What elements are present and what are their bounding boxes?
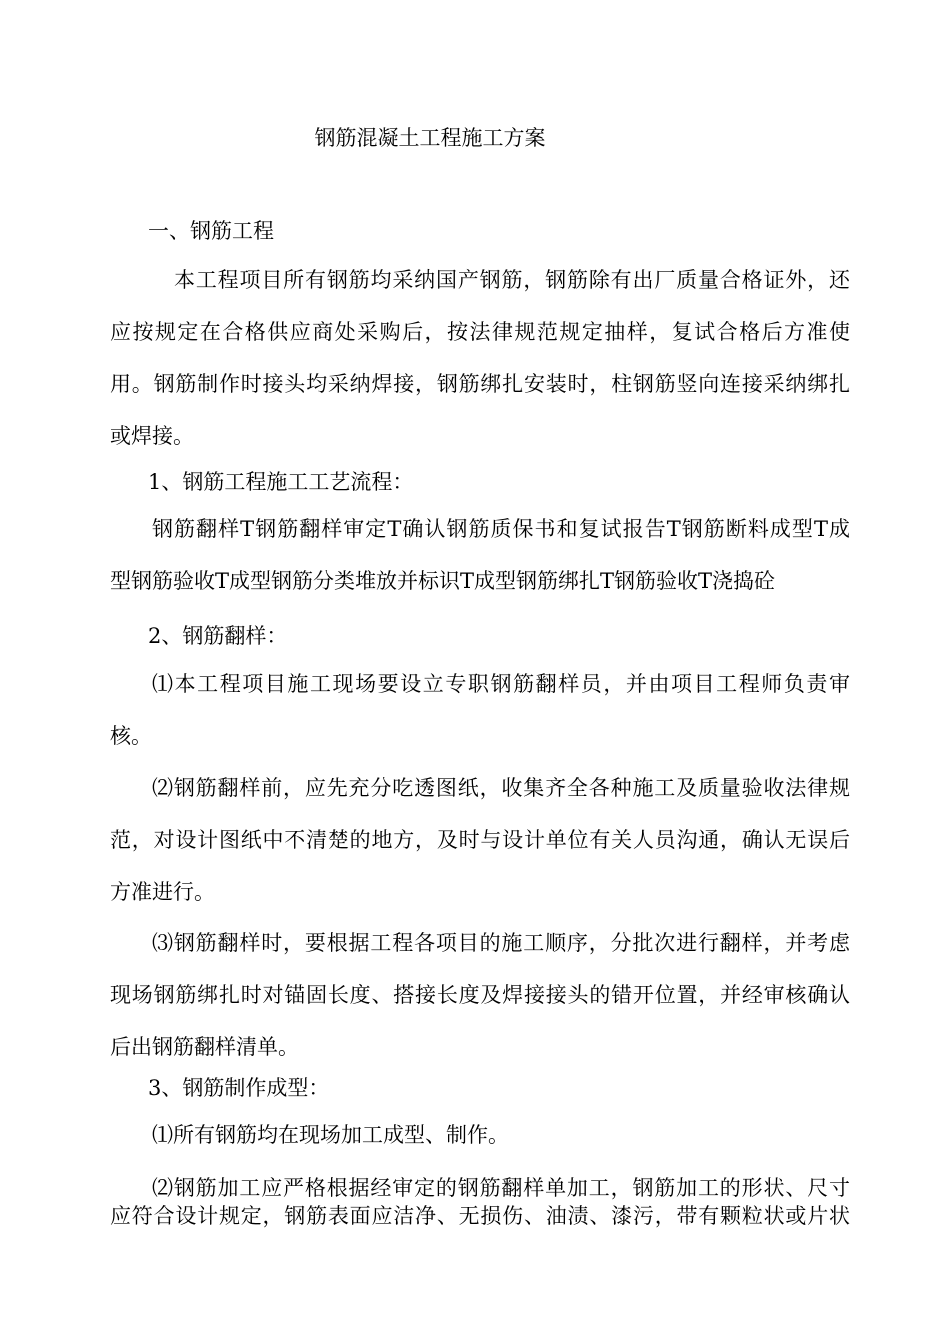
detailing-p1-line-1: ⑴本工程项目施工现场要设立专职钢筋翻样员，并由项目工程师负责审 bbox=[152, 672, 850, 696]
process-flow-line-2: 型钢筋验收T成型钢筋分类堆放并标识T成型钢筋绑扎T钢筋验收T浇捣砼 bbox=[110, 569, 776, 593]
subheading-process-flow: 1、钢筋工程施工工艺流程： bbox=[148, 470, 414, 494]
detailing-paragraph-2 bbox=[110, 762, 850, 918]
process-flow-line-1: 钢筋翻样T钢筋翻样审定T确认钢筋质保书和复试报告T钢筋断料成型T成 bbox=[152, 517, 850, 541]
intro-line-3: 用。钢筋制作时接头均采纳焊接，钢筋绑扎安装时，柱钢筋竖向连接采纳绑扎 bbox=[110, 372, 850, 396]
detailing-p2-line-2: 范，对设计图纸中不清楚的地方，及时与设计单位有关人员沟通，确认无误后 bbox=[110, 828, 850, 852]
fabrication-p2-line-2: 应符合设计规定，钢筋表面应洁净、无损伤、油渍、漆污，带有颗粒状或片状 bbox=[110, 1204, 850, 1228]
subheading-fabrication: 3、钢筋制作成型： bbox=[148, 1076, 330, 1100]
subheading-rebar-detailing: 2、钢筋翻样： bbox=[148, 624, 288, 648]
detailing-p3-line-2: 现场钢筋绑扎时对锚固长度、搭接长度及焊接接头的错开位置，并经审核确认 bbox=[110, 983, 850, 1007]
detailing-p3-line-1: ⑶钢筋翻样时，要根据工程各项目的施工顺序，分批次进行翻样，并考虑 bbox=[152, 931, 850, 955]
intro-line-4: 或焊接。 bbox=[110, 424, 194, 448]
intro-line-1: 本工程项目所有钢筋均采纳国产钢筋，钢筋除有出厂质量合格证外，还 bbox=[174, 268, 850, 292]
intro-line-2: 应按规定在合格供应商处采购后，按法律规范规定抽样，复试合格后方准使 bbox=[110, 320, 850, 344]
section-heading-steel-works: 一、钢筋工程 bbox=[148, 219, 274, 243]
detailing-paragraph-3 bbox=[110, 917, 850, 1073]
fabrication-paragraph-2 bbox=[110, 1174, 850, 1230]
fabrication-p1-line-1: ⑴所有钢筋均在现场加工成型、制作。 bbox=[152, 1123, 509, 1147]
fabrication-paragraph-1 bbox=[110, 1109, 850, 1161]
fabrication-p2-line-1: ⑵钢筋加工应严格根据经审定的钢筋翻样单加工，钢筋加工的形状、尺寸 bbox=[152, 1176, 850, 1200]
detailing-p2-line-3: 方准进行。 bbox=[110, 880, 215, 904]
detailing-p2-line-1: ⑵钢筋翻样前，应先充分吃透图纸，收集齐全各种施工及质量验收法律规 bbox=[152, 776, 850, 800]
process-flow-paragraph bbox=[110, 503, 850, 607]
detailing-paragraph-1 bbox=[110, 658, 850, 762]
intro-paragraph bbox=[110, 254, 850, 462]
detailing-p1-line-2: 核。 bbox=[110, 724, 152, 748]
document-title: 钢筋混凝土工程施工方案 bbox=[314, 126, 546, 150]
detailing-p3-line-3: 后出钢筋翻样清单。 bbox=[110, 1035, 299, 1059]
